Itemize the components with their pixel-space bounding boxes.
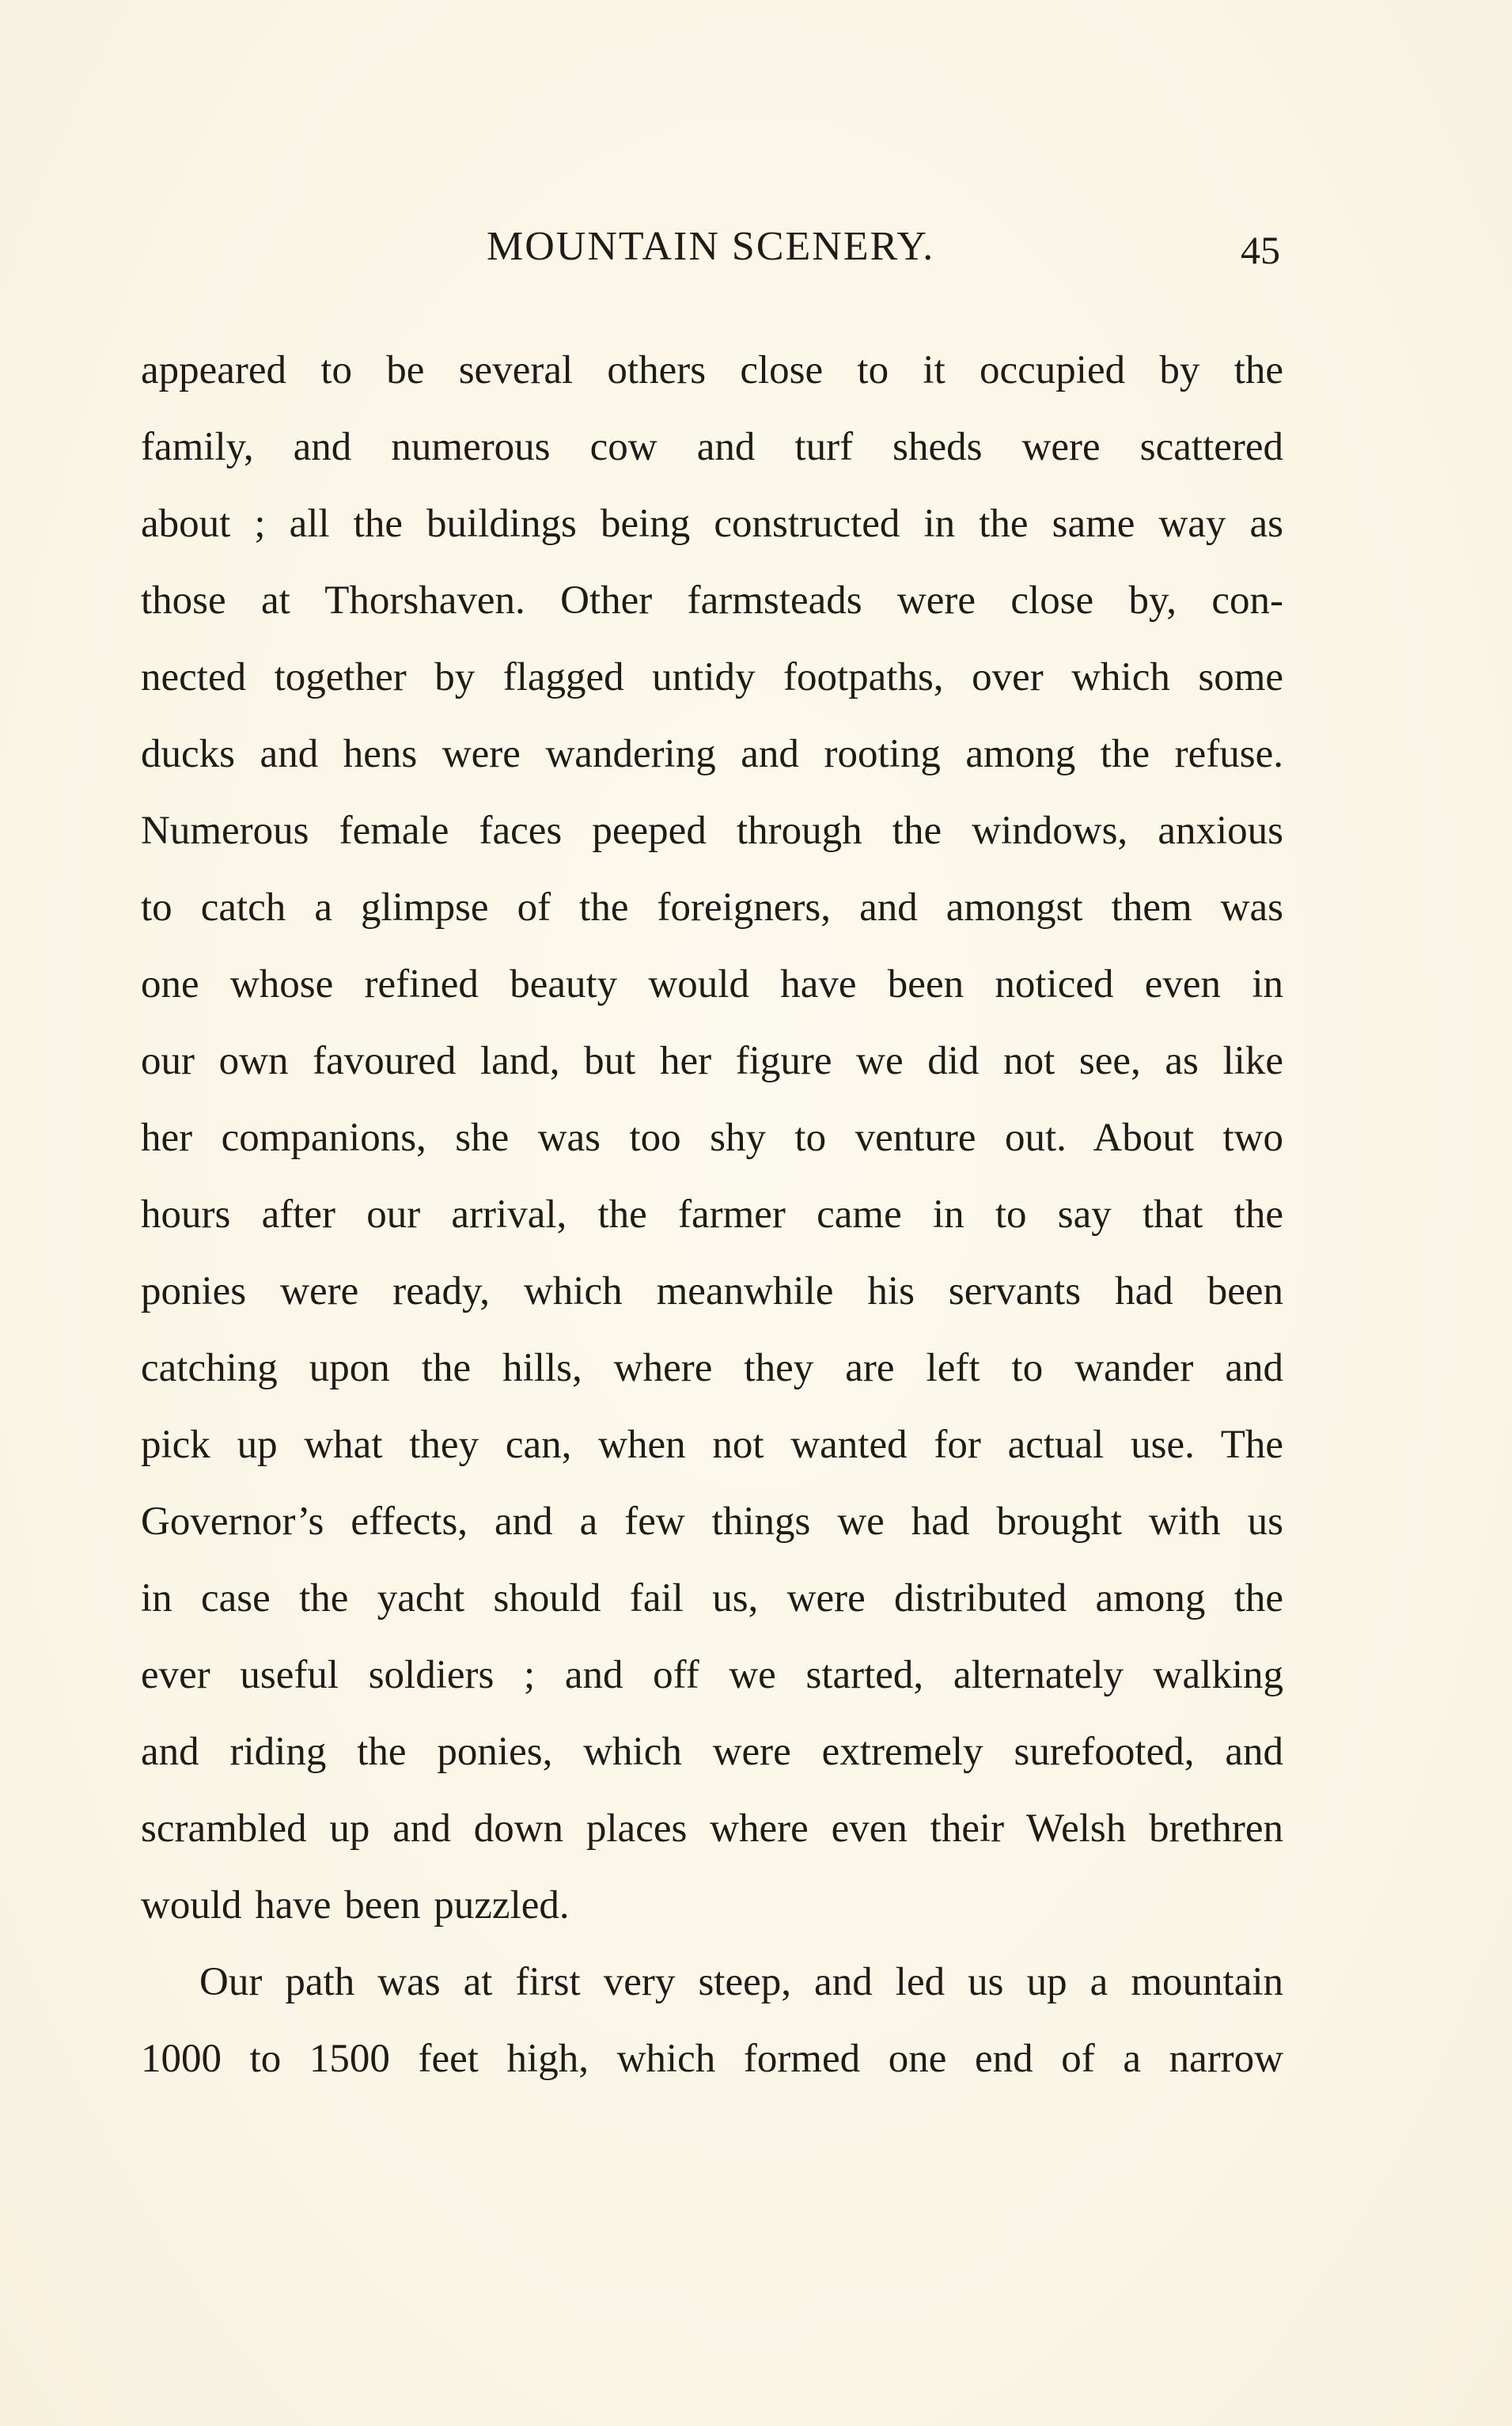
text-line: pick up what they can, when not wanted for actual use. The [141, 1423, 1283, 1467]
text-line: hours after our arrival, the farmer came in to say that the [141, 1192, 1283, 1237]
text-line: ever useful soldiers ; and off we started, alternately walking [141, 1653, 1283, 1697]
text-line: her companions, she was too shy to venture out. About two [141, 1116, 1283, 1160]
paragraph-end-line: would have been puzzled. [141, 1883, 570, 1928]
running-head [0, 214, 1512, 277]
text-line: scrambled up and down places where even their Welsh brethren [141, 1806, 1283, 1851]
text-line: to catch a glimpse of the foreigners, and amongst them was [141, 885, 1283, 930]
text-line: catching upon the hills, where they are left to wander and [141, 1346, 1283, 1390]
text-line: 1000 to 1500 feet high, which formed one end of a narrow [141, 2037, 1283, 2081]
page-number: 45 [1241, 228, 1280, 272]
text-line: those at Thorshaven. Other farmsteads were close by, con- [141, 578, 1283, 623]
text-line: one whose refined beauty would have been noticed even in [141, 962, 1283, 1006]
text-line: and riding the ponies, which were extremely surefooted, and [141, 1730, 1283, 1774]
body-text [141, 332, 1283, 2098]
text-line: our own favoured land, but her figure we did not see, as like [141, 1039, 1283, 1083]
text-line: family, and numerous cow and turf sheds were scattered [141, 425, 1283, 469]
text-line: Numerous female faces peeped through the windows, anxious [141, 809, 1283, 853]
paragraph-start-line: Our path was at first very steep, and led us up a mountain [199, 1960, 1283, 2004]
text-line: nected together by flagged untidy footpaths, over which some [141, 655, 1283, 699]
text-line: ponies were ready, which meanwhile his servants had been [141, 1269, 1283, 1313]
text-line: about ; all the buildings being constructed in the same way as [141, 502, 1283, 546]
text-line: Governor’s effects, and a few things we had brought with us [141, 1499, 1283, 1544]
chapter-title: MOUNTAIN SCENERY. [487, 224, 935, 269]
text-line: appeared to be several others close to it occupied by the [141, 348, 1283, 392]
text-line: ducks and hens were wandering and rooting among the refuse. [141, 732, 1283, 776]
text-line: in case the yacht should fail us, were distributed among the [141, 1576, 1283, 1620]
